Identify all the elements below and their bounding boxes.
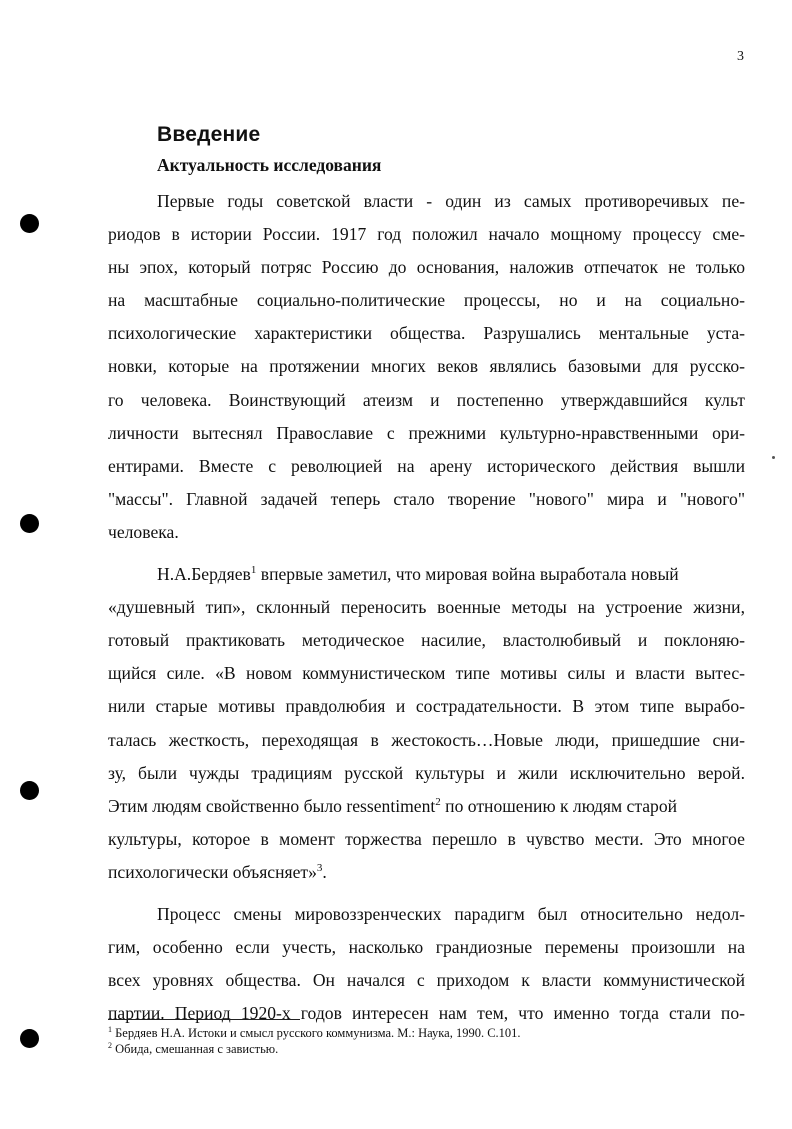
text-line: зу, были чужды традициям русской культуры и жили исключительно верой.: [108, 762, 745, 783]
text-line: ны эпох, который потряс Россию до основания, наложив отпечаток не только: [108, 257, 745, 278]
footnote-text: Бердяев Н.А. Истоки и смысл русского коммунизма. М.: Наука, 1990. С.101.: [112, 1026, 521, 1040]
text-line: всех уровнях общества. Он начался с приходом к власти коммунистической: [108, 970, 745, 991]
page-number: 3: [737, 49, 744, 64]
text-line: Первые годы советской власти - один из самых противоречивых пе-: [157, 191, 745, 211]
scan-speck: [772, 456, 775, 459]
punch-hole: [20, 214, 39, 233]
text-line: [108, 856, 745, 889]
punch-hole: [20, 781, 39, 800]
footnote-ref: 1: [250, 564, 257, 577]
text-run: впервые заметил, что мировая война выработала новый: [256, 564, 679, 585]
footnote-text: Обида, смешанная с завистью.: [112, 1042, 279, 1056]
text-run: психологически объясняет»: [108, 861, 317, 882]
text-line: человека.: [108, 521, 179, 542]
text-line: гим, особенно если учесть, насколько грандиозные перемены произошли на: [108, 937, 745, 958]
text-line: «душевный тип», склонный переносить военные методы на устроение жизни,: [108, 597, 745, 618]
text-run: Н.А.Бердяев: [157, 564, 251, 585]
footnote: [108, 1025, 521, 1041]
punch-hole: [20, 514, 39, 533]
footnote-ref: 2: [435, 795, 441, 808]
text-line: готовый практиковать методическое насилие, властолюбивый и поклоняю-: [108, 630, 745, 651]
text-line: культуры, которое в момент торжества перешло в чувство мести. Это многое: [108, 828, 745, 849]
page-title: Введение: [157, 123, 261, 146]
text-line: "массы". Главной задачей теперь стало творение "нового" мира и "нового": [108, 488, 745, 509]
text-line: риодов в истории России. 1917 год положил начало мощному процессу сме-: [108, 224, 745, 245]
text-line: го человека. Воинствующий атеизм и постепенно утверждавшийся культ: [108, 389, 745, 410]
text-line: [108, 558, 745, 591]
body-text: [108, 185, 745, 1030]
footnote: [108, 1041, 521, 1057]
footnotes: [108, 1025, 521, 1057]
footnote-mark: 2: [108, 1041, 112, 1050]
footnote-ref: 3: [316, 861, 323, 874]
punch-hole: [20, 1029, 39, 1048]
text-line: психологические характеристики общества. Разрушались ментальные уста-: [108, 323, 745, 344]
text-line: новки, которые на протяжении многих веков являлись базовыми для русско-: [108, 356, 745, 377]
text-line: талась жесткость, переходящая в жестокость…Новые люди, пришедшие сни-: [108, 729, 745, 750]
section-subtitle: Актуальность исследования: [157, 155, 382, 175]
text-line: Процесс смены мировоззренческих парадигм был относительно недол-: [157, 903, 745, 924]
text-line: нили старые мотивы правдолюбия и сострадательности. В этом типе вырабо-: [108, 696, 745, 717]
text-run: .: [322, 861, 327, 882]
text-line: [108, 790, 745, 823]
footnote-mark: 1: [108, 1025, 112, 1034]
text-run: по отношению к людям старой: [440, 795, 678, 816]
text-line: на масштабные социально-политические процессы, но и на социально-: [108, 290, 745, 311]
text-run: Этим людям свойственно было ressentiment: [108, 795, 436, 816]
text-line: личности вытеснял Православие с прежними культурно-нравственными ори-: [108, 422, 745, 443]
footnote-rule: [108, 1019, 300, 1020]
text-line: партии. Период 1920-х годов интересен нам тем, что именно тогда стали по-: [108, 1003, 745, 1024]
text-line: щийся силе. «В новом коммунистическом типе мотивы силы и власти вытес-: [108, 663, 745, 684]
text-line: ентирами. Вместе с революцией на арену исторического действия вышли: [108, 455, 745, 476]
